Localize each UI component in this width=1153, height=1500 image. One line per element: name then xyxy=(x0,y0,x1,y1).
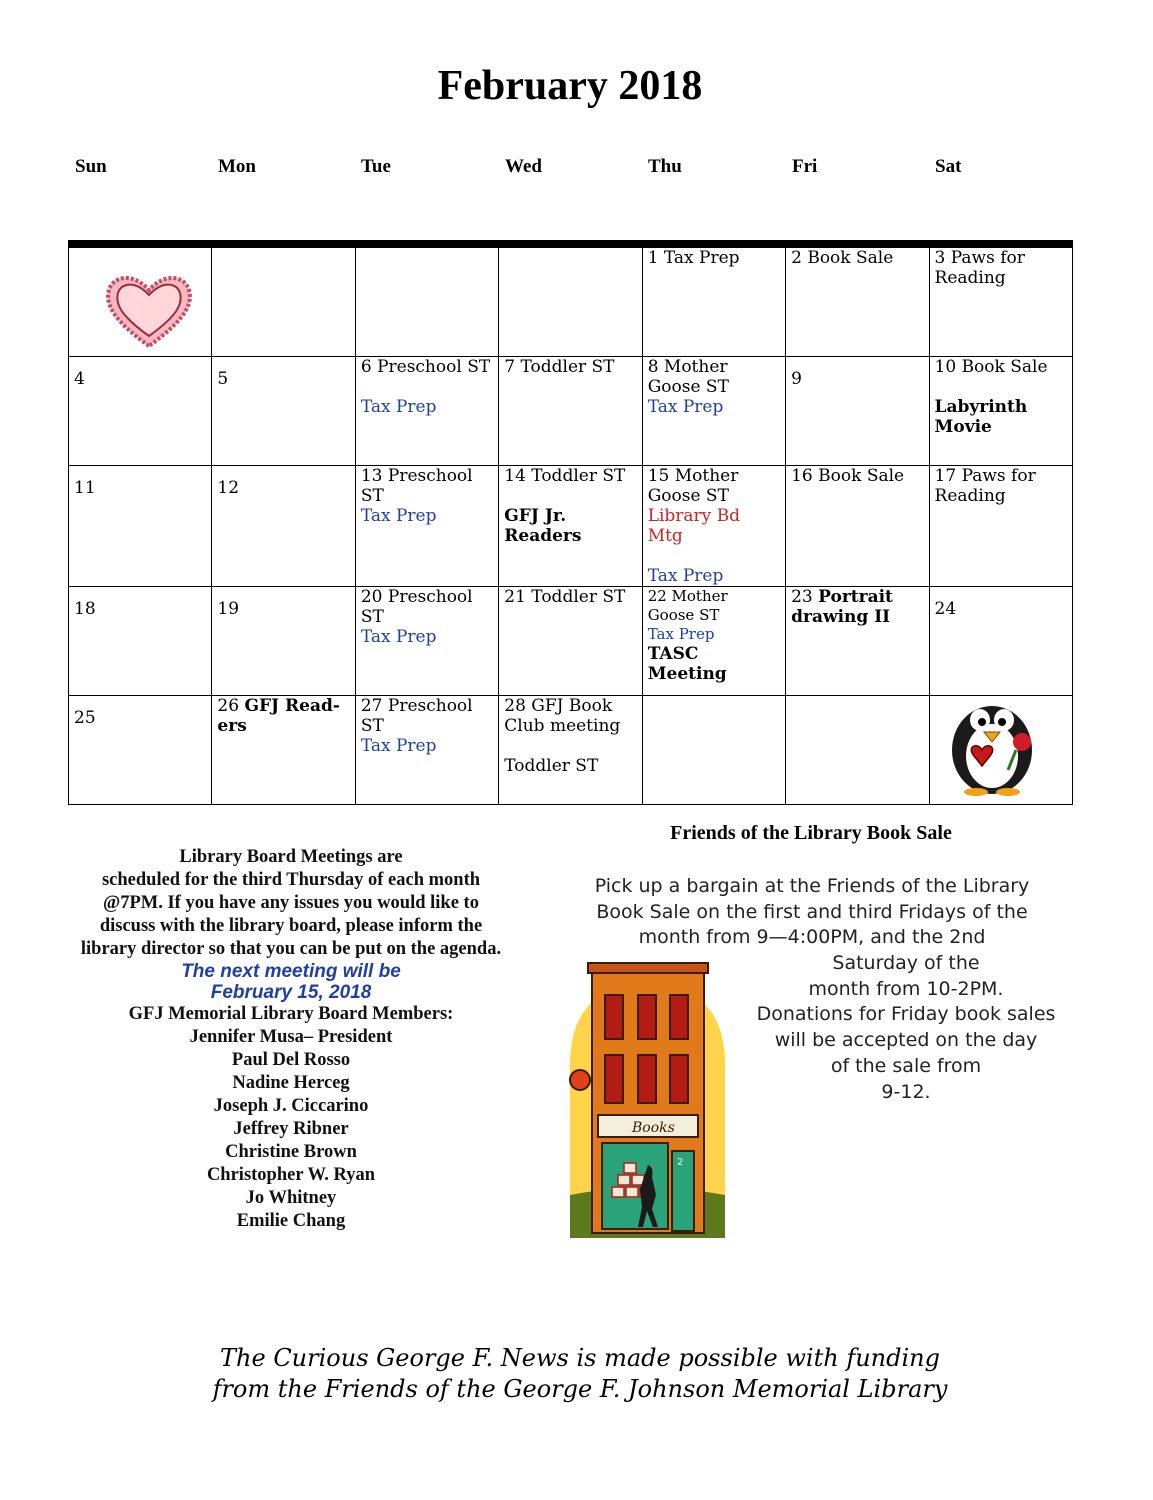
board-member: Christine Brown xyxy=(225,1142,357,1162)
event-line: 2 Book Sale xyxy=(791,248,894,268)
event-line: Tax Prep xyxy=(360,397,437,417)
event-line: 3 Paws for xyxy=(934,248,1025,268)
board-info xyxy=(55,846,527,1233)
book-sale-heading: Friends of the Library Book Sale xyxy=(670,822,952,844)
board-text-line: Library Board Meetings are xyxy=(179,847,403,867)
event-line: Goose ST xyxy=(647,377,729,397)
calendar-day-cell xyxy=(69,248,212,357)
event-line: 18 xyxy=(74,599,96,619)
board-text-line: @7PM. If you have any issues you would like to xyxy=(103,893,479,913)
funding-footer xyxy=(100,1343,1060,1405)
day-of-week-mon: Mon xyxy=(218,156,256,177)
next-meeting-line: The next meeting will be xyxy=(181,961,401,982)
calendar-day-cell xyxy=(929,357,1072,466)
event-line: 11 xyxy=(74,478,96,498)
event-line: ST xyxy=(360,486,384,506)
event-line: Tax Prep xyxy=(647,397,724,417)
event-line: 25 xyxy=(74,708,96,728)
board-text-line: scheduled for the third Thursday of each month xyxy=(101,870,481,890)
calendar-day-cell xyxy=(786,587,929,696)
calendar-day-cell xyxy=(355,466,498,587)
event-line: 6 Preschool ST xyxy=(360,357,491,377)
event-line: Reading xyxy=(934,268,1006,288)
book-sale-line: 9-12. xyxy=(881,1080,931,1103)
day-of-week-thu: Thu xyxy=(648,156,682,177)
event-line: 24 xyxy=(934,599,957,619)
book-sale-line: Book Sale on the first and third Fridays of the xyxy=(596,900,1028,923)
book-sale-line: will be accepted on the day xyxy=(774,1029,1038,1052)
event-line: 22 Mother xyxy=(647,587,728,605)
event-line: Goose ST xyxy=(647,606,720,624)
event-line: ST xyxy=(360,716,384,736)
event-line: 21 Toddler ST xyxy=(504,587,626,607)
calendar-day-cell xyxy=(786,248,929,357)
calendar-day-cell xyxy=(642,696,785,805)
event-line: 14 Toddler ST xyxy=(504,466,626,486)
event-line: Tax Prep xyxy=(360,627,437,647)
event-line: Reading xyxy=(934,486,1006,506)
calendar-day-cell xyxy=(355,696,498,805)
event-line: Toddler ST xyxy=(504,756,599,776)
heart-icon xyxy=(103,270,195,350)
calendar-day-cell xyxy=(929,248,1072,357)
calendar-top-rule xyxy=(68,240,1073,247)
calendar-day-cell xyxy=(786,466,929,587)
day-number: 26 xyxy=(217,696,245,716)
event-line: Movie xyxy=(934,417,992,437)
store-number-text: 2 xyxy=(677,1157,684,1168)
calendar-day-cell xyxy=(642,587,785,696)
calendar-week-row xyxy=(69,248,1073,357)
board-text-line: library director so that you can be put on the agenda. xyxy=(80,939,502,959)
event-line: 12 xyxy=(217,478,240,498)
footer-line: from the Friends of the George F. Johnson Memorial Library xyxy=(212,1375,948,1403)
spacer xyxy=(361,377,493,397)
event-line: 1 Tax Prep xyxy=(647,248,740,268)
calendar-day-cell xyxy=(212,248,355,357)
event-text: GFJ Read- xyxy=(244,696,340,716)
calendar-day-cell xyxy=(642,357,785,466)
calendar-week-row xyxy=(69,466,1073,587)
book-sale-text-top xyxy=(572,874,1052,951)
calendar-day-cell xyxy=(642,466,785,587)
calendar-day-cell xyxy=(642,248,785,357)
calendar-day-cell xyxy=(499,248,642,357)
calendar-day-cell xyxy=(786,696,929,805)
book-sale-line: of the sale from xyxy=(830,1054,982,1077)
event-line: 17 Paws for xyxy=(934,466,1036,486)
event-line: 10 Book Sale xyxy=(934,357,1048,377)
book-sale-line: month from 10-2PM. xyxy=(808,977,1004,1000)
event-line: Labyrinth xyxy=(934,397,1028,417)
calendar-day-cell xyxy=(499,696,642,805)
page-title: February 2018 xyxy=(437,63,703,109)
calendar-day-cell xyxy=(212,696,355,805)
event-line xyxy=(791,587,923,607)
event-line: Tax Prep xyxy=(647,566,724,586)
event-line: 20 Preschool xyxy=(360,587,473,607)
event-line: 9 xyxy=(791,369,802,389)
spacer xyxy=(504,736,636,756)
book-sale-line: Pick up a bargain at the Friends of the Library xyxy=(594,875,1030,897)
calendar-day-cell xyxy=(499,357,642,466)
board-intro xyxy=(55,846,527,961)
calendar-day-cell xyxy=(69,466,212,587)
footer-line: The Curious George F. News is made possible with funding xyxy=(220,1344,940,1372)
calendar-week-row xyxy=(69,696,1073,805)
day-number: 23 xyxy=(791,587,819,607)
event-line: Library Bd Mtg xyxy=(647,506,741,546)
penguin-icon xyxy=(942,692,1046,796)
event-line: GFJ Jr. xyxy=(504,506,567,526)
event-line: Tax Prep xyxy=(360,736,437,756)
event-line: 5 xyxy=(217,369,229,389)
book-sale-line: month from 9—4:00PM, and the 2nd xyxy=(638,926,986,949)
day-of-week-tue: Tue xyxy=(361,156,391,177)
event-line: Tax Prep xyxy=(647,625,715,643)
event-line: 15 Mother xyxy=(647,466,739,486)
calendar-day-cell xyxy=(929,587,1072,696)
day-of-week-sun: Sun xyxy=(75,156,107,177)
spacer xyxy=(648,546,780,566)
event-line: Readers xyxy=(504,526,582,546)
book-sale-text-side xyxy=(745,951,1067,1105)
next-meeting-line: February 15, 2018 xyxy=(210,982,372,1003)
spacer xyxy=(504,486,636,506)
calendar-day-cell xyxy=(212,587,355,696)
calendar-day-cell xyxy=(499,587,642,696)
event-line: TASC Meeting xyxy=(647,644,727,684)
board-members-list xyxy=(55,1026,527,1233)
event-line: Tax Prep xyxy=(360,506,437,526)
members-heading: GFJ Memorial Library Board Members: xyxy=(128,1004,454,1024)
event-line: 19 xyxy=(217,599,240,619)
bookstore-icon xyxy=(550,955,745,1240)
event-line: 13 Preschool xyxy=(360,466,473,486)
board-member: Christopher W. Ryan xyxy=(206,1165,376,1185)
calendar-day-cell xyxy=(69,696,212,805)
event-line xyxy=(217,696,349,716)
day-of-week-sat: Sat xyxy=(935,156,962,177)
event-line: ers xyxy=(217,716,247,736)
board-member: Emilie Chang xyxy=(236,1211,346,1231)
calendar-day-cell xyxy=(355,357,498,466)
book-sale-line: Donations for Friday book sales xyxy=(756,1003,1056,1026)
spacer xyxy=(935,377,1067,397)
calendar-day-cell xyxy=(499,466,642,587)
book-sale-line: Saturday of the xyxy=(832,952,980,974)
calendar-grid xyxy=(68,247,1073,805)
event-line: 7 Toddler ST xyxy=(504,357,615,377)
event-line: drawing II xyxy=(791,607,891,627)
event-line: Club meeting xyxy=(504,716,621,736)
day-of-week-fri: Fri xyxy=(792,156,818,177)
event-line: 27 Preschool xyxy=(360,696,473,716)
board-member: Paul Del Rosso xyxy=(231,1050,351,1070)
board-member: Jeffrey Ribner xyxy=(233,1119,349,1139)
event-line: ST xyxy=(360,607,384,627)
store-sign-text: Books xyxy=(632,1120,675,1136)
calendar-day-cell xyxy=(355,587,498,696)
board-member: Nadine Herceg xyxy=(232,1073,350,1093)
calendar-day-cell xyxy=(69,587,212,696)
event-line: Goose ST xyxy=(647,486,729,506)
calendar-day-cell xyxy=(786,357,929,466)
board-text-line: discuss with the library board, please inform the xyxy=(99,916,483,936)
board-member: Jo Whitney xyxy=(245,1188,337,1208)
calendar-week-row xyxy=(69,587,1073,696)
calendar-week-row xyxy=(69,357,1073,466)
event-line: 8 Mother xyxy=(647,357,728,377)
event-line: 4 xyxy=(74,369,85,389)
event-text: Portrait xyxy=(818,587,893,607)
calendar-day-cell xyxy=(355,248,498,357)
board-member: Jennifer Musa– President xyxy=(189,1027,393,1047)
calendar-day-cell xyxy=(929,696,1072,805)
calendar-day-cell xyxy=(929,466,1072,587)
next-meeting xyxy=(55,961,527,1003)
day-of-week-wed: Wed xyxy=(505,156,542,177)
event-line: 16 Book Sale xyxy=(791,466,905,486)
board-member: Joseph J. Ciccarino xyxy=(213,1096,369,1116)
calendar-day-cell xyxy=(69,357,212,466)
event-line: 28 GFJ Book xyxy=(504,696,613,716)
calendar-day-cell xyxy=(212,357,355,466)
calendar-day-cell xyxy=(212,466,355,587)
